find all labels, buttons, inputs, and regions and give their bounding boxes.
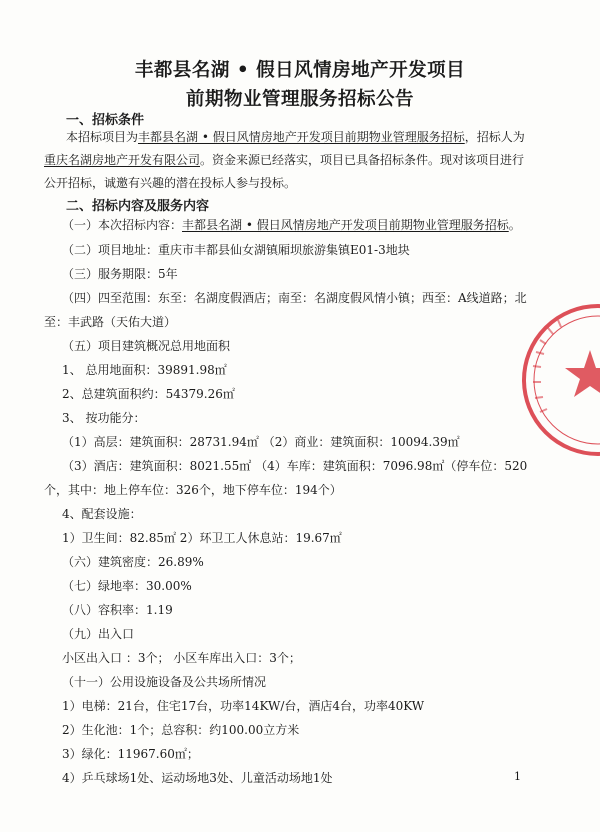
- entrance-details: 小区出入口 ：3个； 小区车库出入口：3个；: [62, 651, 301, 665]
- section1-paragraph-line2: [44, 154, 524, 166]
- section2-heading: 二、招标内容及服务内容: [66, 199, 210, 214]
- public-facilities-heading: （十一）公用设施设备及公共场所情况: [62, 675, 267, 689]
- elevator-info: 1）电梯：21台，住宅17台，功率14KW/台，酒店4台，功率40KW: [62, 699, 425, 713]
- section1-heading: 一、招标条件: [66, 113, 145, 128]
- septic-tank-info: 2）生化池：1个；总容积：约100.00立方米: [62, 723, 300, 737]
- tenderer-name: 重庆名湖房地产开发有限公司: [44, 153, 201, 167]
- text-span: 本招标项目为: [66, 130, 139, 144]
- company-seal-stamp: [500, 300, 600, 460]
- item4-boundary-line1: （四）四至范围：东至：名湖度假酒店；南至：名湖度假风情小镇；西至：A线道路；北: [62, 291, 527, 305]
- project-name: 丰都县名湖 • 假日风情房地产开发项目前期物业管理服务招标: [138, 130, 465, 144]
- project-name: 丰都县名湖 • 假日风情房地产开发项目前期物业管理服务招标: [182, 218, 509, 232]
- function-heading: 3、 按功能分：: [62, 411, 146, 425]
- function-line3: 个，其中：地上停车位：326个，地下停车位：194个）: [44, 483, 342, 497]
- building-density: （六）建筑密度：26.89%: [62, 555, 204, 569]
- sports-facilities-info: 4）乒乓球场1处、运动场地3处、儿童活动场地1处: [62, 771, 333, 785]
- item1-tender-content: [62, 219, 521, 231]
- green-rate: （七）绿地率：30.00%: [62, 579, 192, 593]
- page-number: 1: [514, 770, 521, 783]
- text-span: ，招标人为: [464, 130, 525, 144]
- section1-paragraph-line1: [66, 131, 525, 143]
- total-building-area: 2、总建筑面积约：54379.26㎡: [62, 387, 235, 401]
- text-span: 。资金来源已经落实，项目已具备招标条件。现对该项目进行: [200, 153, 525, 167]
- entrance-heading: （九）出入口: [62, 627, 135, 641]
- facility-heading: 4、配套设施：: [62, 507, 142, 521]
- document-title-line1: 丰都县名湖 • 假日风情房地产开发项目: [134, 60, 466, 81]
- item2-address: （二）项目地址：重庆市丰都县仙女湖镇厢坝旅游集镇E01-3地块: [62, 243, 410, 257]
- text-span: （一）本次招标内容：: [62, 218, 183, 232]
- text-span: 。: [508, 218, 521, 232]
- function-line2: （3）酒店：建筑面积：8021.55㎡ （4）车库：建筑面积：7096.98㎡（停车位：520: [62, 459, 528, 473]
- item4-boundary-line2: 至：丰武路（天佑大道）: [44, 315, 177, 329]
- facility-line1: 1）卫生间：82.85㎡ 2）环卫工人休息站：19.67㎡: [62, 531, 342, 545]
- greening-info: 3）绿化：11967.60㎡；: [62, 747, 199, 761]
- plot-ratio: （八）容积率：1.19: [62, 603, 173, 617]
- section1-paragraph-line3: 公开招标，诚邀有兴趣的潜在投标人参与投标。: [44, 176, 297, 190]
- document-title-line2: 前期物业管理服务招标公告: [185, 89, 414, 110]
- item5-building-overview: （五）项目建筑概况总用地面积: [62, 339, 231, 353]
- seal-icon: [500, 300, 600, 460]
- function-line1: （1）高层：建筑面积：28731.94㎡ （2）商业：建筑面积：10094.39㎡: [62, 435, 460, 449]
- total-land-area: 1、 总用地面积：39891.98㎡: [62, 363, 227, 377]
- item3-service-period: （三）服务期限：5年: [62, 267, 178, 281]
